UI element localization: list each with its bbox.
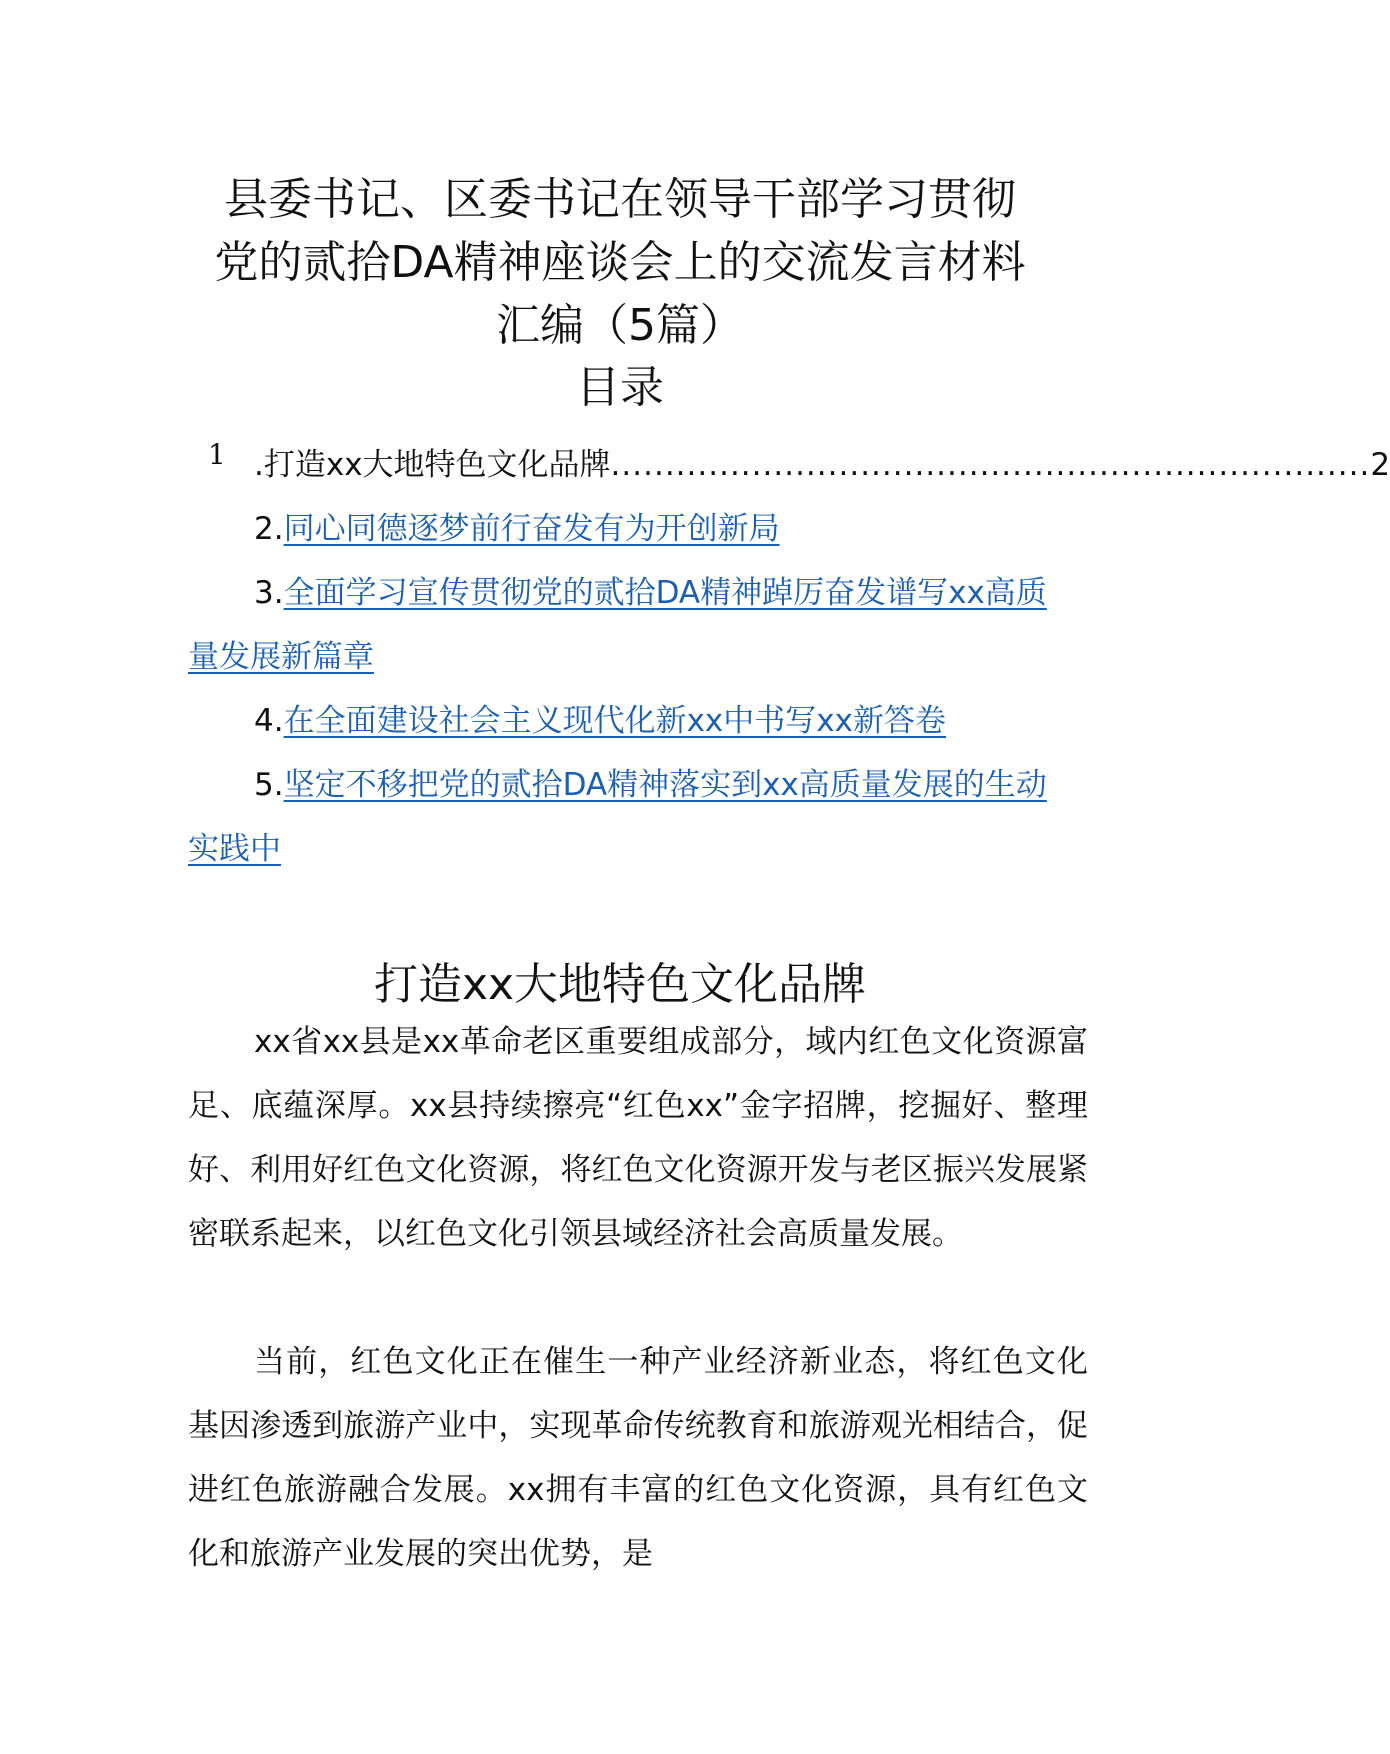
toc-entry-1[interactable] xyxy=(188,433,1390,497)
title-line: 党的贰拾DA精神座谈会上的交流发言材料 xyxy=(214,237,1026,288)
toc-link[interactable]: 在全面建设社会主义现代化新xx中书写xx新答卷 xyxy=(283,703,946,739)
toc-page-number: 2 xyxy=(1370,447,1390,483)
body-paragraph: xx省xx县是xx革命老区重要组成部分，域内红色文化资源富足、底蕴深厚。xx县持续擦亮“红色xx”金字招牌，挖掘好、整理好、利用好红色文化资源，将红色文化资源开发与老区振兴发展紧密联系起来，以红色文化引领县域经济社会高质量发展。 xyxy=(188,1024,1088,1252)
toc-entry-number: 2. xyxy=(254,511,284,547)
toc-entry-number: 4. xyxy=(254,703,284,739)
toc-entry-2 xyxy=(188,497,1053,561)
table-of-contents xyxy=(188,433,1390,881)
title-line: 汇编（5篇） xyxy=(496,300,744,351)
toc-link[interactable]: 同心同德逐梦前行奋发有为开创新局 xyxy=(283,511,780,547)
toc-heading: 目录 xyxy=(576,362,664,413)
toc-link[interactable]: 全面学习宣传贯彻党的贰拾DA精神踔厉奋发谱写xx高质量发展新篇章 xyxy=(188,575,1047,675)
toc-entry-3 xyxy=(188,561,1053,689)
toc-entry-text[interactable]: .打造xx大地特色文化品牌 xyxy=(254,447,611,483)
toc-link[interactable]: 坚定不移把党的贰拾DA精神落实到xx高质量发展的生动实践中 xyxy=(188,767,1047,867)
page-marker: 1 xyxy=(208,438,226,471)
toc-entry-5 xyxy=(188,753,1053,881)
toc-entry-4 xyxy=(188,689,1053,753)
title-line: 县委书记、区委书记在领导干部学习贯彻 xyxy=(224,174,1016,225)
section-title: 打造xx大地特色文化品牌 xyxy=(373,959,867,1010)
toc-entry-number: 3. xyxy=(254,575,284,611)
body-paragraph: 当前，红色文化正在催生一种产业经济新业态，将红色文化基因渗透到旅游产业中，实现革命传统教育和旅游观光相结合，促进红色旅游融合发展。xx拥有丰富的红色文化资源，具有红色文化和旅游产业发展的突出优势，是 xyxy=(188,1344,1088,1572)
toc-leader-dots: ...................................................................... xyxy=(610,447,1371,483)
document-title xyxy=(150,168,1090,357)
toc-entry-number: 5. xyxy=(254,767,284,803)
